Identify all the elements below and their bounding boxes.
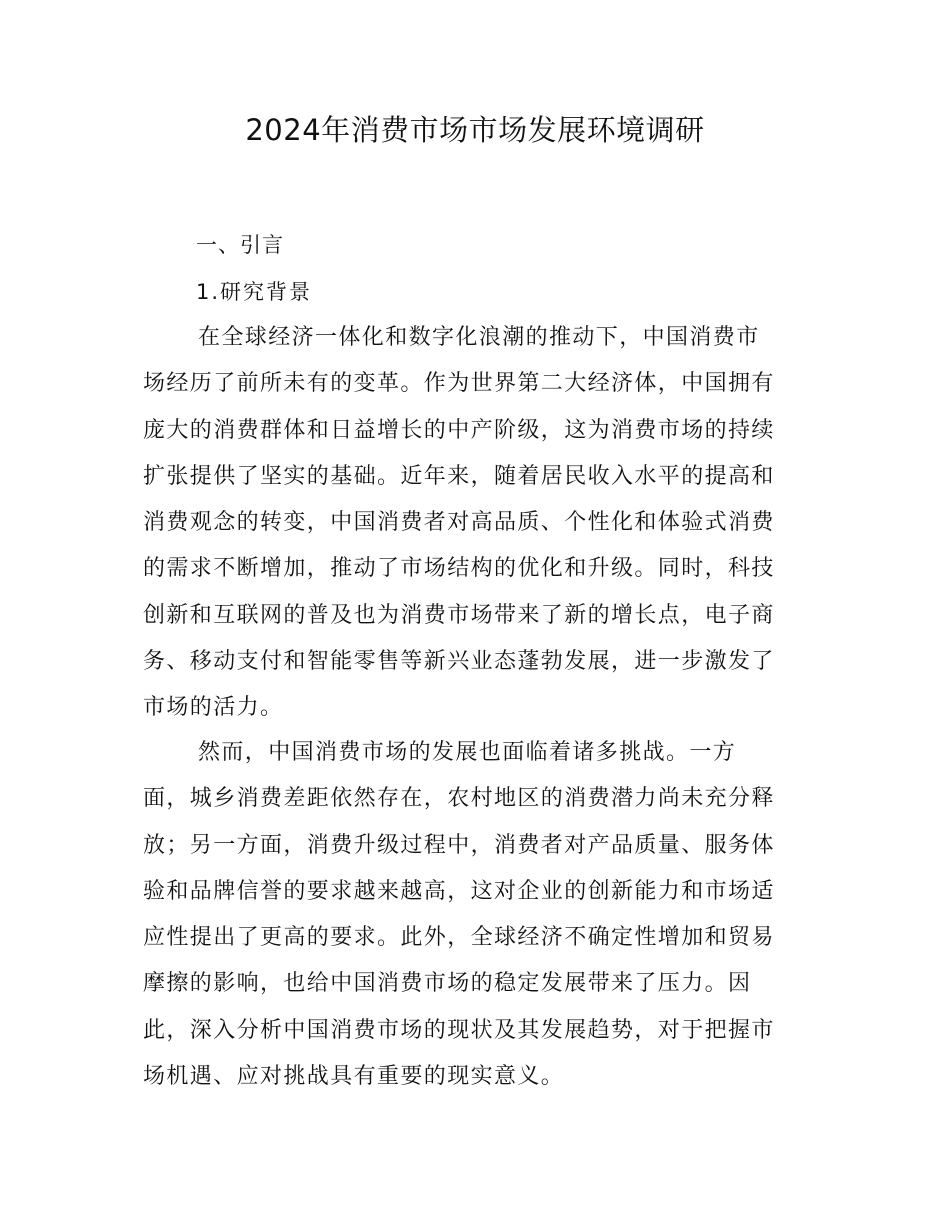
paragraph-line: 创新和互联网的普及也为消费市场带来了新的增长点，电子商: [143, 602, 775, 628]
section-heading: 一、引言: [196, 233, 284, 257]
paragraph-research-background: [143, 315, 811, 732]
paragraph-line: 务、移动支付和智能零售等新兴业态蓬勃发展，进一步激发了: [143, 649, 775, 675]
paragraph-line: 的需求不断增加，推动了市场结构的优化和升级。同时，科技: [143, 556, 775, 582]
paragraph-line: 庞大的消费群体和日益增长的中产阶级，这为消费市场的持续: [143, 417, 775, 443]
paragraph-line: 场经历了前所未有的变革。作为世界第二大经济体，中国拥有: [143, 371, 775, 397]
paragraph-line: 在全球经济一体化和数字化浪潮的推动下，中国消费市: [198, 325, 760, 350]
paragraph-line: 面，城乡消费差距依然存在，农村地区的消费潜力尚未充分释: [143, 786, 775, 812]
paragraph-line: 应性提出了更高的要求。此外，全球经济不确定性增加和贸易: [143, 925, 775, 951]
paragraph-line: 然而，中国消费市场的发展也面临着诸多挑战。一方: [198, 740, 737, 765]
subsection-heading: 1.研究背景: [196, 280, 313, 304]
paragraph-line: 消费观念的转变，中国消费者对高品质、个性化和体验式消费: [143, 510, 775, 536]
paragraph-line: 此，深入分析中国消费市场的现状及其发展趋势，对于把握市: [143, 1017, 775, 1043]
document-title: 2024年消费市场市场发展环境调研: [245, 113, 705, 147]
paragraph-line: 摩擦的影响，也给中国消费市场的稳定发展带来了压力。因: [143, 971, 752, 997]
paragraph-challenges: [143, 730, 811, 1100]
paragraph-line: 市场的活力。: [143, 695, 284, 721]
paragraph-line: 验和品牌信誉的要求越来越高，这对企业的创新能力和市场适: [143, 878, 775, 904]
paragraph-line: 扩张提供了坚实的基础。近年来，随着居民收入水平的提高和: [143, 463, 775, 489]
paragraph-line: 放；另一方面，消费升级过程中，消费者对产品质量、服务体: [143, 832, 775, 858]
paragraph-line: 场机遇、应对挑战具有重要的现实意义。: [143, 1064, 565, 1090]
